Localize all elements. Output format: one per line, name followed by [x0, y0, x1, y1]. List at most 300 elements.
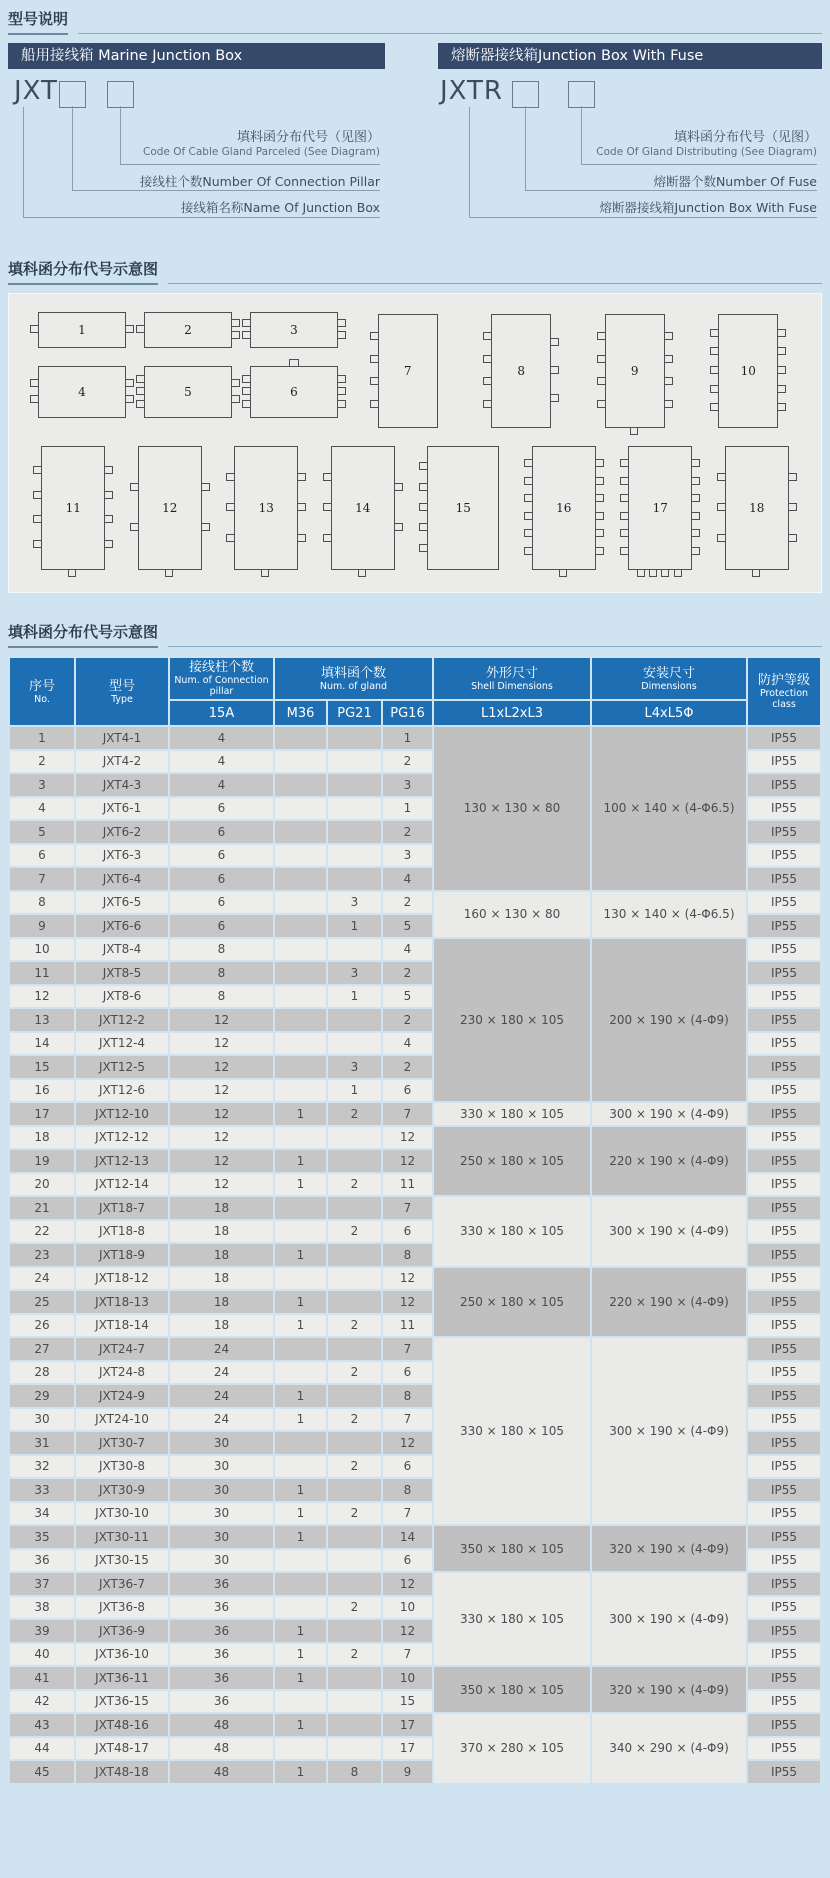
gland-tab-right: [595, 459, 604, 467]
gland-layout-number: 10: [740, 364, 756, 378]
cell-gland-m36: 1: [275, 1667, 326, 1689]
gland-tab-left: [710, 366, 719, 374]
section-title-diagram: 填科函分布代号示意图: [8, 258, 158, 285]
model-code-box-2: [107, 81, 134, 108]
cell-type: JXT6-1: [76, 798, 168, 820]
gland-tab-bottom: [674, 569, 682, 577]
header-shell-dimensions: 外形尺寸 Shell Dimensions: [434, 658, 590, 699]
cell-type: JXT12-14: [76, 1174, 168, 1196]
cell-type: JXT30-10: [76, 1503, 168, 1525]
cell-type: JXT8-6: [76, 986, 168, 1008]
gland-tab-right: [691, 547, 700, 555]
cell-pillar-15a: 12: [170, 1056, 273, 1078]
cell-type: JXT24-9: [76, 1385, 168, 1407]
gland-tab-right: [595, 494, 604, 502]
gland-layout-number: 8: [517, 364, 526, 378]
cell-shell-dimensions: 330 × 180 × 105: [434, 1338, 590, 1524]
model-prefix-jxtr: JXTR: [440, 76, 503, 106]
leader-line: [120, 164, 380, 165]
cell-gland-pg16: 4: [383, 939, 432, 961]
gland-layout-number: 16: [556, 501, 572, 515]
gland-tab-right: [691, 494, 700, 502]
cell-protection-class: IP55: [748, 1268, 820, 1290]
cell-gland-pg21: 2: [328, 1362, 381, 1384]
cell-protection-class: IP55: [748, 1009, 820, 1031]
cell-gland-pg21: 2: [328, 1644, 381, 1666]
gland-tab-right: [231, 395, 240, 403]
cell-protection-class: IP55: [748, 1338, 820, 1360]
bottom-boxes-row: [9, 428, 821, 570]
model-code-box-1: [59, 81, 86, 108]
cell-protection-class: IP55: [748, 1221, 820, 1243]
cell-gland-pg16: 7: [383, 1503, 432, 1525]
cell-gland-pg16: 14: [383, 1526, 432, 1548]
cell-pillar-15a: 4: [170, 751, 273, 773]
cell-gland-pg16: 2: [383, 1009, 432, 1031]
cell-gland-m36: [275, 1056, 326, 1078]
cell-protection-class: IP55: [748, 1033, 820, 1055]
cell-gland-m36: [275, 868, 326, 890]
cell-type: JXT30-11: [76, 1526, 168, 1548]
cell-pillar-15a: 24: [170, 1385, 273, 1407]
gland-tab-left: [710, 329, 719, 337]
cell-pillar-15a: 18: [170, 1315, 273, 1337]
gland-tab-left: [419, 523, 428, 531]
cell-no: 40: [10, 1644, 74, 1666]
gland-layout-number: 3: [290, 323, 298, 337]
gland-tab-left: [483, 377, 492, 385]
cell-no: 30: [10, 1409, 74, 1431]
selection-table: [8, 656, 822, 1785]
cell-type: JXT6-3: [76, 845, 168, 867]
gland-tab-right: [788, 534, 797, 542]
cell-pillar-15a: 24: [170, 1362, 273, 1384]
gland-layout-number: 11: [65, 501, 81, 515]
cell-shell-dimensions: 330 × 180 × 105: [434, 1573, 590, 1665]
table-row: [10, 727, 820, 749]
gland-tab-left: [524, 477, 533, 485]
header-m36: M36: [275, 701, 326, 725]
leader-line: [469, 217, 817, 218]
cell-gland-pg16: 8: [383, 1385, 432, 1407]
cell-no: 35: [10, 1526, 74, 1548]
gland-tab-left: [370, 332, 379, 340]
cell-gland-pg21: [328, 1738, 381, 1760]
cell-mount-dimensions: 300 × 190 × (4-Φ9): [592, 1338, 746, 1524]
cell-gland-pg16: 12: [383, 1291, 432, 1313]
cell-shell-dimensions: 330 × 180 × 105: [434, 1103, 590, 1125]
cell-type: JXT4-2: [76, 751, 168, 773]
cell-protection-class: IP55: [748, 1644, 820, 1666]
cell-gland-m36: 1: [275, 1714, 326, 1736]
cell-type: JXT36-8: [76, 1597, 168, 1619]
cell-shell-dimensions: 330 × 180 × 105: [434, 1197, 590, 1266]
cell-gland-m36: [275, 1268, 326, 1290]
cell-gland-pg21: [328, 845, 381, 867]
cell-no: 22: [10, 1221, 74, 1243]
cell-gland-m36: 1: [275, 1385, 326, 1407]
cell-protection-class: IP55: [748, 1409, 820, 1431]
gland-tab-right: [337, 375, 346, 383]
gland-tab-left: [30, 325, 39, 333]
cell-protection-class: IP55: [748, 1056, 820, 1078]
cell-gland-pg16: 11: [383, 1315, 432, 1337]
gland-layout-box-14: [331, 446, 395, 570]
cell-protection-class: IP55: [748, 1174, 820, 1196]
cell-no: 13: [10, 1009, 74, 1031]
gland-tab-right: [231, 319, 240, 327]
cell-shell-dimensions: 160 × 130 × 80: [434, 892, 590, 937]
cell-pillar-15a: 12: [170, 1103, 273, 1125]
cell-pillar-15a: 36: [170, 1644, 273, 1666]
gland-tab-right: [104, 540, 113, 548]
title-rule: [168, 646, 822, 647]
gland-tab-left: [483, 355, 492, 363]
gland-layout-number: 15: [455, 501, 471, 515]
cell-no: 21: [10, 1197, 74, 1219]
cell-pillar-15a: 36: [170, 1597, 273, 1619]
gland-tab-right: [777, 347, 786, 355]
gland-tab-right: [104, 466, 113, 474]
cell-gland-m36: [275, 821, 326, 843]
cell-pillar-15a: 36: [170, 1667, 273, 1689]
cell-gland-pg21: [328, 1338, 381, 1360]
cell-gland-m36: [275, 939, 326, 961]
diagram-cell: [29, 366, 135, 418]
fuse-junction-box-block: [438, 43, 822, 232]
gland-tab-left: [710, 347, 719, 355]
cell-type: JXT6-5: [76, 892, 168, 914]
gland-tab-left: [597, 332, 606, 340]
fuse-model-code-diagram: [438, 76, 822, 232]
gland-layout-box-3: [250, 312, 338, 348]
cell-protection-class: IP55: [748, 1597, 820, 1619]
cell-gland-m36: [275, 774, 326, 796]
cell-gland-pg21: [328, 1268, 381, 1290]
cell-no: 32: [10, 1456, 74, 1478]
gland-tab-left: [226, 473, 235, 481]
gland-tab-right: [788, 503, 797, 511]
gland-layout-box-4: [38, 366, 126, 418]
cell-gland-pg21: [328, 1526, 381, 1548]
cell-gland-m36: [275, 727, 326, 749]
cell-type: JXT18-13: [76, 1291, 168, 1313]
gland-tab-top: [289, 359, 299, 367]
tall-boxes-row: [351, 312, 805, 428]
cell-type: JXT30-7: [76, 1432, 168, 1454]
gland-tab-right: [337, 331, 346, 339]
gland-tab-left: [323, 534, 332, 542]
marine-model-code-diagram: [8, 76, 385, 232]
gland-tab-right: [777, 329, 786, 337]
cell-no: 4: [10, 798, 74, 820]
gland-tab-right: [231, 331, 240, 339]
cell-gland-pg21: 2: [328, 1315, 381, 1337]
gland-tab-right: [595, 547, 604, 555]
cell-protection-class: IP55: [748, 798, 820, 820]
cell-gland-pg21: [328, 1150, 381, 1172]
model-code-box-1: [512, 81, 539, 108]
gland-tab-right: [550, 394, 559, 402]
cell-gland-pg16: 3: [383, 774, 432, 796]
cell-gland-pg16: 7: [383, 1644, 432, 1666]
gland-tab-right: [231, 379, 240, 387]
cell-protection-class: IP55: [748, 1667, 820, 1689]
cell-gland-pg16: 7: [383, 1338, 432, 1360]
cell-gland-pg16: 4: [383, 1033, 432, 1055]
marine-junction-box-block: [8, 43, 385, 232]
gland-tab-right: [297, 534, 306, 542]
cell-gland-pg16: 1: [383, 798, 432, 820]
cell-no: 7: [10, 868, 74, 890]
leader-line: [581, 164, 817, 165]
gland-tab-right: [125, 395, 134, 403]
gland-layout-number: 9: [630, 364, 639, 378]
cell-protection-class: IP55: [748, 962, 820, 984]
header-pg16: PG16: [383, 701, 432, 725]
cell-no: 45: [10, 1761, 74, 1783]
section-title-model: 型号说明: [8, 8, 68, 35]
cell-gland-m36: [275, 1738, 326, 1760]
cell-protection-class: IP55: [748, 1456, 820, 1478]
gland-tab-left: [370, 377, 379, 385]
cell-no: 43: [10, 1714, 74, 1736]
cell-gland-m36: [275, 798, 326, 820]
cell-no: 8: [10, 892, 74, 914]
cell-protection-class: IP55: [748, 892, 820, 914]
gland-tab-left: [524, 512, 533, 520]
cell-gland-m36: 1: [275, 1761, 326, 1783]
cell-gland-m36: 1: [275, 1503, 326, 1525]
cell-mount-dimensions: 300 × 190 × (4-Φ9): [592, 1197, 746, 1266]
cell-gland-pg16: 6: [383, 1456, 432, 1478]
gland-tab-left: [419, 503, 428, 511]
cell-gland-pg16: 7: [383, 1103, 432, 1125]
gland-tab-left: [33, 466, 42, 474]
cell-pillar-15a: 12: [170, 1174, 273, 1196]
cell-mount-dimensions: 320 × 190 × (4-Φ9): [592, 1526, 746, 1571]
cell-no: 44: [10, 1738, 74, 1760]
header-type: 型号 Type: [76, 658, 168, 725]
section-gland-diagram: [8, 258, 822, 285]
cell-type: JXT4-1: [76, 727, 168, 749]
cell-pillar-15a: 6: [170, 821, 273, 843]
cell-type: JXT18-9: [76, 1244, 168, 1266]
leader-line: [23, 217, 380, 218]
cell-type: JXT12-4: [76, 1033, 168, 1055]
cell-gland-m36: [275, 1573, 326, 1595]
cell-no: 20: [10, 1174, 74, 1196]
cell-gland-pg16: 2: [383, 892, 432, 914]
gland-tab-right: [777, 366, 786, 374]
cell-type: JXT36-9: [76, 1620, 168, 1642]
header-l4l5: L4xL5Φ: [592, 701, 746, 725]
gland-tab-left: [620, 529, 629, 537]
cell-pillar-15a: 30: [170, 1479, 273, 1501]
diagram-cell: [241, 366, 347, 418]
cell-pillar-15a: 12: [170, 1080, 273, 1102]
leader-line: [469, 107, 470, 217]
small-boxes-grid: [29, 312, 351, 418]
cell-type: JXT48-18: [76, 1761, 168, 1783]
cell-no: 26: [10, 1315, 74, 1337]
leader-line: [72, 106, 73, 190]
cell-no: 33: [10, 1479, 74, 1501]
cell-protection-class: IP55: [748, 915, 820, 937]
cell-protection-class: IP55: [748, 1244, 820, 1266]
cell-gland-pg16: 12: [383, 1573, 432, 1595]
cell-protection-class: IP55: [748, 821, 820, 843]
diagram-cell: [135, 366, 241, 418]
cell-pillar-15a: 30: [170, 1550, 273, 1572]
table-header-row-1: [10, 658, 820, 699]
cell-gland-pg16: 8: [383, 1479, 432, 1501]
cell-gland-pg16: 17: [383, 1714, 432, 1736]
gland-tab-left: [242, 375, 251, 383]
header-mount-dimensions: 安装尺寸 Dimensions: [592, 658, 746, 699]
cell-protection-class: IP55: [748, 1315, 820, 1337]
cell-protection-class: IP55: [748, 1550, 820, 1572]
gland-tab-left: [323, 503, 332, 511]
cell-gland-pg21: [328, 1714, 381, 1736]
cell-gland-m36: 1: [275, 1644, 326, 1666]
gland-tab-right: [201, 483, 210, 491]
gland-tab-bottom: [559, 569, 567, 577]
cell-gland-pg21: [328, 868, 381, 890]
gland-tab-left: [710, 385, 719, 393]
cell-gland-m36: [275, 1597, 326, 1619]
cell-type: JXT30-9: [76, 1479, 168, 1501]
gland-tab-left: [226, 534, 235, 542]
cell-gland-pg21: [328, 1009, 381, 1031]
gland-layout-number: 17: [652, 501, 668, 515]
fuse-junction-box-banner: 熔断器接线箱Junction Box With Fuse: [438, 43, 822, 69]
gland-layout-number: 5: [184, 385, 192, 399]
table-row: [10, 1667, 820, 1689]
cell-shell-dimensions: 350 × 180 × 105: [434, 1526, 590, 1571]
section-title-table: 填科函分布代号示意图: [8, 621, 158, 648]
cell-gland-m36: 1: [275, 1150, 326, 1172]
gland-layout-box-11: [41, 446, 105, 570]
cell-type: JXT48-17: [76, 1738, 168, 1760]
cell-pillar-15a: 36: [170, 1573, 273, 1595]
gland-layout-box-12: [138, 446, 202, 570]
gland-tab-left: [370, 355, 379, 363]
cell-no: 15: [10, 1056, 74, 1078]
cell-no: 11: [10, 962, 74, 984]
cell-mount-dimensions: 220 × 190 × (4-Φ9): [592, 1268, 746, 1337]
cell-type: JXT18-7: [76, 1197, 168, 1219]
gland-tab-right: [337, 387, 346, 395]
gland-tab-right: [777, 385, 786, 393]
section-model-description: [8, 8, 822, 35]
cell-no: 28: [10, 1362, 74, 1384]
gland-tab-bottom: [637, 569, 645, 577]
cell-pillar-15a: 12: [170, 1150, 273, 1172]
cell-gland-pg16: 3: [383, 845, 432, 867]
cell-gland-m36: 1: [275, 1526, 326, 1548]
cell-pillar-15a: 24: [170, 1409, 273, 1431]
cell-type: JXT36-11: [76, 1667, 168, 1689]
gland-tab-right: [297, 473, 306, 481]
leader-line: [120, 106, 121, 164]
gland-layout-box-8: [491, 314, 551, 428]
table-row: [10, 1127, 820, 1149]
cell-gland-pg16: 2: [383, 962, 432, 984]
cell-pillar-15a: 48: [170, 1738, 273, 1760]
cell-pillar-15a: 18: [170, 1291, 273, 1313]
cell-pillar-15a: 18: [170, 1244, 273, 1266]
cell-type: JXT12-12: [76, 1127, 168, 1149]
gland-layout-number: 6: [290, 385, 298, 399]
cell-mount-dimensions: 340 × 290 × (4-Φ9): [592, 1714, 746, 1783]
gland-tab-right: [595, 512, 604, 520]
diagram-cell: [241, 312, 347, 348]
cell-no: 9: [10, 915, 74, 937]
gland-tab-right: [664, 377, 673, 385]
cell-protection-class: IP55: [748, 1150, 820, 1172]
cell-gland-pg16: 6: [383, 1080, 432, 1102]
gland-tab-left: [597, 355, 606, 363]
table-row: [10, 1197, 820, 1219]
gland-layout-box-7: [378, 314, 438, 428]
gland-tab-left: [620, 547, 629, 555]
cell-type: JXT8-5: [76, 962, 168, 984]
gland-tab-bottom: [649, 569, 657, 577]
cell-gland-m36: [275, 1080, 326, 1102]
cell-shell-dimensions: 230 × 180 × 105: [434, 939, 590, 1102]
header-pillar-count: 接线柱个数 Num. of Connection pillar: [170, 658, 273, 699]
gland-tab-left: [136, 400, 145, 408]
cell-gland-pg16: 6: [383, 1550, 432, 1572]
header-15a: 15A: [170, 701, 273, 725]
table-row: [10, 1338, 820, 1360]
gland-tab-left: [33, 540, 42, 548]
cell-gland-m36: 1: [275, 1244, 326, 1266]
cell-no: 29: [10, 1385, 74, 1407]
gland-layout-number: 14: [355, 501, 371, 515]
cell-gland-pg16: 5: [383, 986, 432, 1008]
cell-no: 6: [10, 845, 74, 867]
cell-type: JXT36-10: [76, 1644, 168, 1666]
cell-no: 36: [10, 1550, 74, 1572]
cell-protection-class: IP55: [748, 1503, 820, 1525]
gland-tab-left: [130, 523, 139, 531]
cell-type: JXT4-3: [76, 774, 168, 796]
cell-protection-class: IP55: [748, 1573, 820, 1595]
cell-protection-class: IP55: [748, 1432, 820, 1454]
cell-gland-m36: [275, 1009, 326, 1031]
cell-no: 23: [10, 1244, 74, 1266]
cell-gland-pg21: 3: [328, 892, 381, 914]
cell-gland-pg16: 2: [383, 821, 432, 843]
diagram-top-area: [9, 294, 821, 428]
gland-tab-right: [595, 529, 604, 537]
gland-layout-box-17: [628, 446, 692, 570]
cell-no: 5: [10, 821, 74, 843]
cell-no: 17: [10, 1103, 74, 1125]
cell-gland-m36: [275, 1338, 326, 1360]
gland-tab-left: [130, 483, 139, 491]
cell-type: JXT18-8: [76, 1221, 168, 1243]
cell-protection-class: IP55: [748, 939, 820, 961]
cell-gland-m36: [275, 986, 326, 1008]
cell-pillar-15a: 48: [170, 1714, 273, 1736]
cell-gland-pg16: 11: [383, 1174, 432, 1196]
cell-gland-pg21: [328, 1691, 381, 1713]
gland-tab-left: [370, 400, 379, 408]
cell-protection-class: IP55: [748, 751, 820, 773]
